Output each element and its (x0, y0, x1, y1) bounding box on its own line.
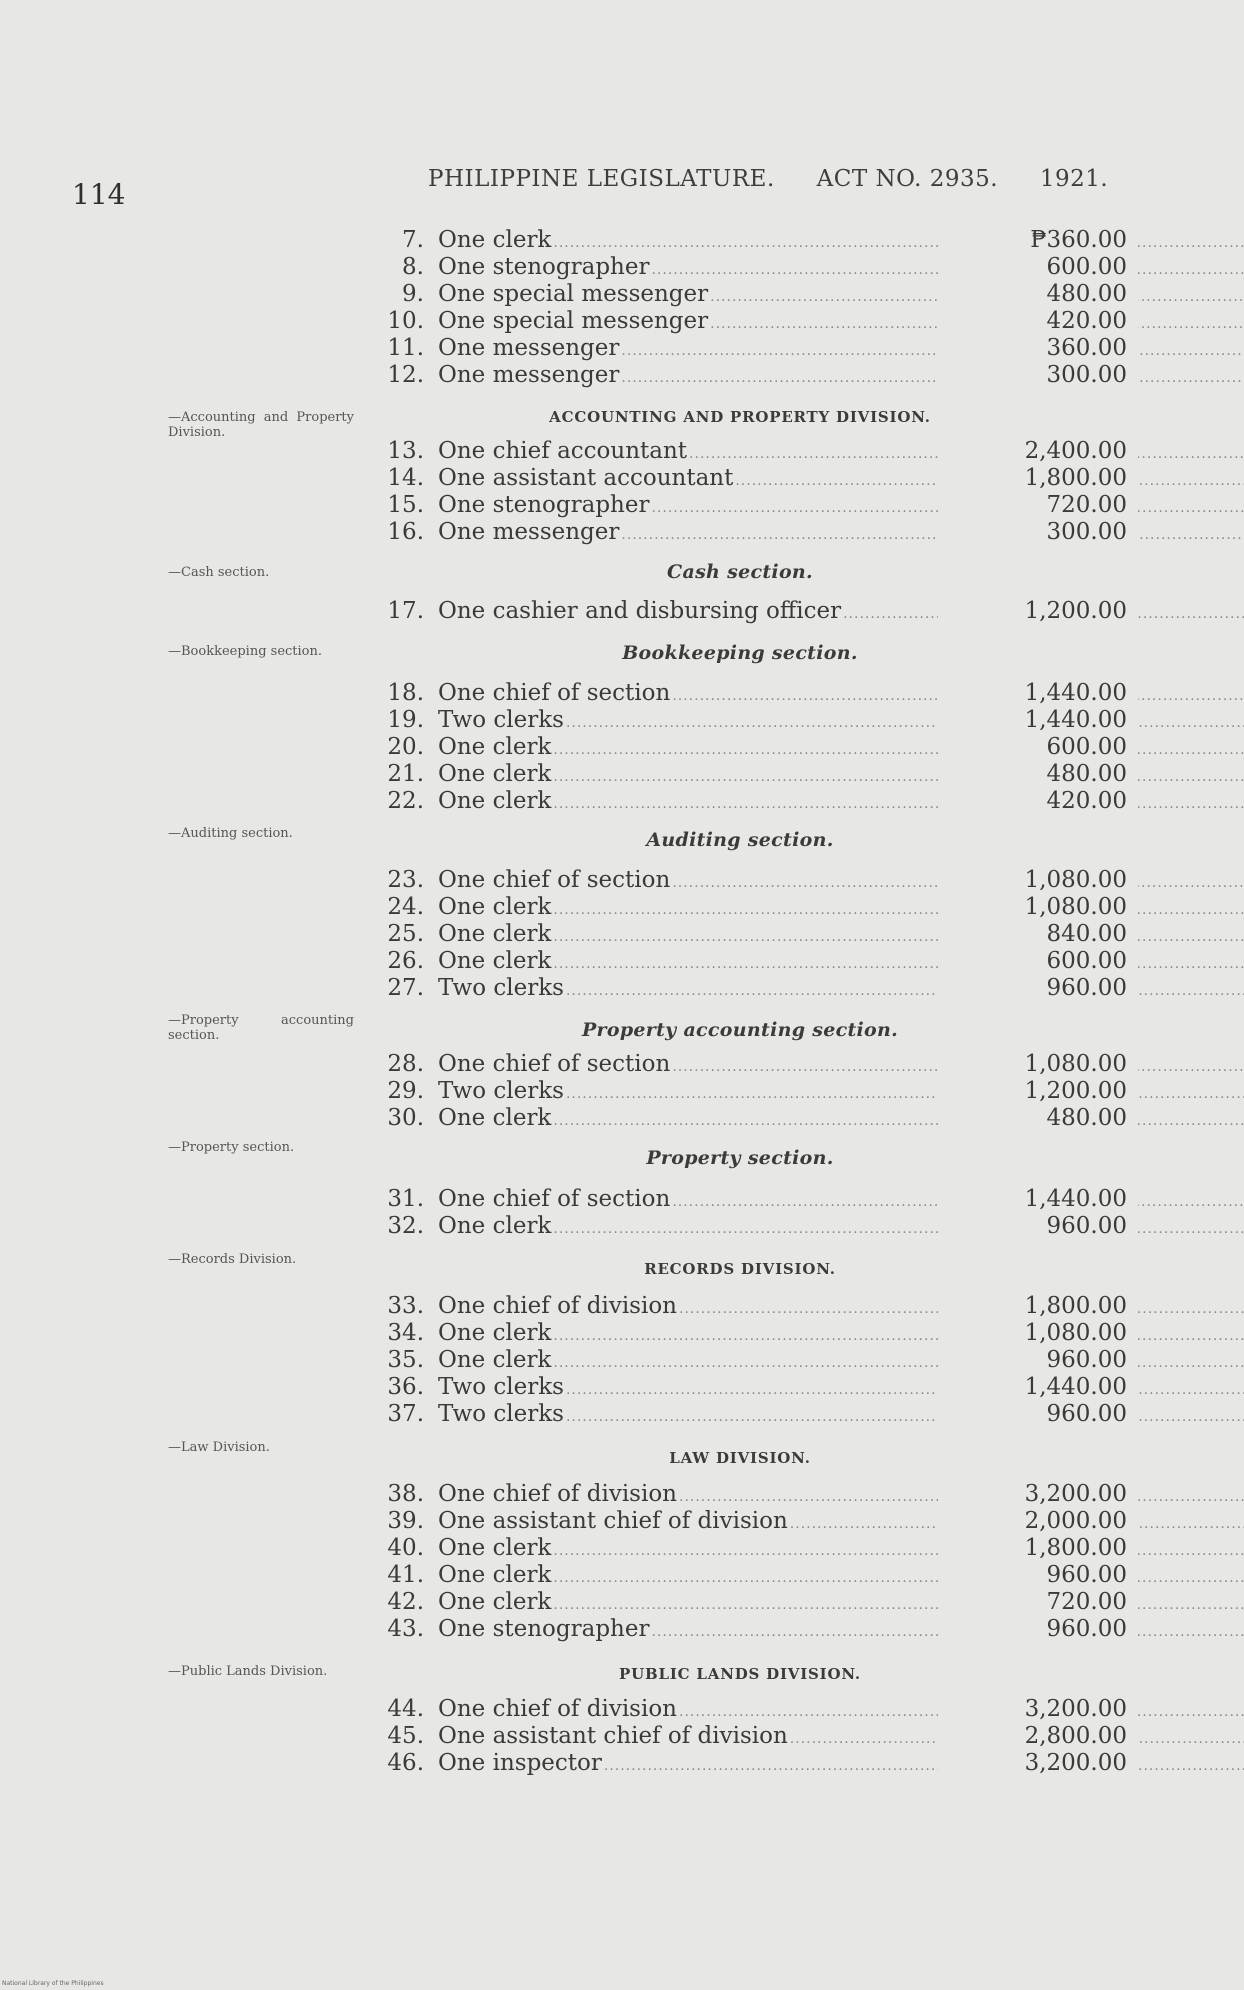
table-row (382, 491, 1127, 519)
table-row (382, 893, 1127, 921)
item-number: 37. (387, 1401, 424, 1427)
item-description: One clerk ..... (438, 947, 1244, 978)
item-amount: 960.00 (1046, 1562, 1127, 1588)
item-amount: 1,080.00 (1024, 1051, 1127, 1077)
item-number: 35. (387, 1347, 424, 1373)
item-amount: 2,800.00 (1024, 1723, 1127, 1749)
item-description: One clerk ..... (438, 1534, 1244, 1565)
item-amount: 1,080.00 (1024, 1320, 1127, 1346)
item-description: One messenger ..... (438, 334, 1244, 365)
item-description: One chief of section ..... (438, 1185, 1244, 1216)
page-number: 114 (72, 178, 126, 211)
item-description: Two clerks ..... (438, 706, 1244, 737)
item-amount: 1,200.00 (1024, 1078, 1127, 1104)
item-number: 45. (387, 1723, 424, 1749)
item-number: 46. (387, 1750, 424, 1776)
item-number: 9. (402, 281, 424, 307)
table-row (382, 1185, 1127, 1213)
item-number: 21. (387, 761, 424, 787)
heading-accounting-division: ACCOUNTING AND PROPERTY DIVISION. (549, 408, 931, 426)
table-row (382, 1050, 1127, 1078)
item-description: One clerk ..... (438, 1588, 1244, 1619)
table-row (382, 1749, 1127, 1777)
heading-property-accounting-section: Property accounting section. (581, 1019, 899, 1041)
table-row (382, 1292, 1127, 1320)
table-row (382, 464, 1127, 492)
item-amount: 960.00 (1046, 1616, 1127, 1642)
table-row (382, 787, 1127, 815)
table-row (382, 1561, 1127, 1589)
item-amount: 1,440.00 (1024, 1374, 1127, 1400)
table-row (382, 1346, 1127, 1374)
running-head (428, 166, 1109, 192)
item-amount: 1,080.00 (1024, 894, 1127, 920)
sidenote-public-lands: —Public Lands Division. (168, 1664, 328, 1679)
item-description: One clerk ..... (438, 1346, 1244, 1377)
table-row (382, 947, 1127, 975)
table-row (382, 1534, 1127, 1562)
item-number: 29. (387, 1078, 424, 1104)
item-amount: 1,800.00 (1024, 1535, 1127, 1561)
item-description: One clerk ..... (438, 733, 1244, 764)
table-row (382, 518, 1127, 546)
item-description: Two clerks ..... (438, 974, 1244, 1005)
item-number: 28. (387, 1051, 424, 1077)
table-row (382, 866, 1127, 894)
item-number: 27. (387, 975, 424, 1001)
item-number: 23. (387, 867, 424, 893)
item-amount: 1,440.00 (1024, 707, 1127, 733)
item-description: One clerk ..... (438, 893, 1244, 924)
item-number: 16. (387, 519, 424, 545)
table-row (382, 253, 1127, 281)
item-number: 39. (387, 1508, 424, 1534)
heading-auditing-section: Auditing section. (646, 829, 834, 851)
item-amount: 2,000.00 (1024, 1508, 1127, 1534)
footer-imprint: National Library of the Philippines (2, 1980, 104, 1987)
item-description: Two clerks ..... (438, 1400, 1244, 1431)
item-amount: 2,400.00 (1024, 438, 1127, 464)
table-row (382, 706, 1127, 734)
item-number: 19. (387, 707, 424, 733)
item-description: One clerk ..... (438, 1561, 1244, 1592)
item-description: Two clerks ..... (438, 1077, 1244, 1108)
table-row (382, 226, 1127, 254)
heading-law-division: LAW DIVISION. (669, 1449, 811, 1467)
item-amount: 720.00 (1046, 492, 1127, 518)
item-amount: 1,200.00 (1024, 598, 1127, 624)
table-row (382, 437, 1127, 465)
item-description: One cashier and disbursing officer ..... (438, 597, 1244, 628)
table-row (382, 597, 1127, 625)
item-amount: 1,800.00 (1024, 1293, 1127, 1319)
sidenote-accounting: —Accounting and Property Division. (168, 410, 354, 440)
item-description: One stenographer ..... (438, 1615, 1244, 1646)
item-number: 42. (387, 1589, 424, 1615)
item-description: One stenographer ..... (438, 253, 1244, 284)
item-description: Two clerks ..... (438, 1373, 1244, 1404)
item-description: One messenger ..... (438, 361, 1244, 392)
item-amount: 960.00 (1046, 1347, 1127, 1373)
table-row (382, 1588, 1127, 1616)
item-number: 8. (402, 254, 424, 280)
item-number: 26. (387, 948, 424, 974)
item-description: One chief of division ..... (438, 1695, 1244, 1726)
item-number: 15. (387, 492, 424, 518)
table-row (382, 733, 1127, 761)
item-amount: 1,080.00 (1024, 867, 1127, 893)
heading-public-lands-division: PUBLIC LANDS DIVISION. (619, 1665, 861, 1683)
item-amount: 3,200.00 (1024, 1481, 1127, 1507)
item-amount: 960.00 (1046, 1213, 1127, 1239)
running-head-act: ACT NO. 2935. (816, 166, 999, 192)
item-amount: 600.00 (1046, 254, 1127, 280)
heading-records-division: RECORDS DIVISION. (644, 1260, 836, 1278)
item-description: One chief of division ..... (438, 1480, 1244, 1511)
item-number: 13. (387, 438, 424, 464)
item-description: One chief accountant ..... (438, 437, 1244, 468)
table-row (382, 1104, 1127, 1132)
item-number: 7. (402, 227, 424, 253)
item-number: 11. (387, 335, 424, 361)
item-description: One clerk ..... (438, 787, 1244, 818)
item-amount: 960.00 (1046, 1401, 1127, 1427)
item-number: 31. (387, 1186, 424, 1212)
table-row (382, 1212, 1127, 1240)
table-row (382, 1615, 1127, 1643)
table-row (382, 1077, 1127, 1105)
table-row (382, 920, 1127, 948)
item-description: One clerk ..... (438, 226, 1244, 257)
item-number: 14. (387, 465, 424, 491)
heading-bookkeeping-section: Bookkeeping section. (622, 642, 858, 664)
item-amount: 960.00 (1046, 975, 1127, 1001)
running-head-year: 1921. (1039, 166, 1109, 192)
table-row (382, 280, 1127, 308)
heading-property-section: Property section. (646, 1147, 834, 1169)
table-row (382, 974, 1127, 1002)
item-number: 30. (387, 1105, 424, 1131)
item-description: One inspector ..... (438, 1749, 1244, 1780)
item-amount: 1,440.00 (1024, 1186, 1127, 1212)
item-amount: 420.00 (1046, 308, 1127, 334)
table-row (382, 334, 1127, 362)
item-description: One chief of section ..... (438, 679, 1244, 710)
item-description: One messenger ..... (438, 518, 1244, 549)
item-description: One clerk ..... (438, 920, 1244, 951)
item-description: One assistant chief of division ..... (438, 1507, 1244, 1538)
item-amount: 300.00 (1046, 362, 1127, 388)
heading-cash-section: Cash section. (667, 561, 813, 583)
item-amount: 840.00 (1046, 921, 1127, 947)
table-row (382, 307, 1127, 335)
item-description: One chief of section ..... (438, 866, 1244, 897)
item-description: One clerk ..... (438, 1212, 1244, 1243)
item-number: 41. (387, 1562, 424, 1588)
table-row (382, 361, 1127, 389)
item-description: One assistant chief of division ..... (438, 1722, 1244, 1753)
table-row (382, 1695, 1127, 1723)
sidenote-law: —Law Division. (168, 1440, 270, 1455)
item-amount: 1,440.00 (1024, 680, 1127, 706)
item-description: One stenographer ..... (438, 491, 1244, 522)
item-amount: 480.00 (1046, 1105, 1127, 1131)
table-row (382, 1507, 1127, 1535)
table-row (382, 1319, 1127, 1347)
item-description: One clerk ..... (438, 1319, 1244, 1350)
item-amount: 300.00 (1046, 519, 1127, 545)
table-row (382, 1373, 1127, 1401)
item-number: 44. (387, 1696, 424, 1722)
item-number: 25. (387, 921, 424, 947)
table-row (382, 1400, 1127, 1428)
item-amount: ₱360.00 (1030, 227, 1127, 253)
item-number: 20. (387, 734, 424, 760)
item-description: One chief of division ..... (438, 1292, 1244, 1323)
item-amount: 720.00 (1046, 1589, 1127, 1615)
item-number: 38. (387, 1481, 424, 1507)
table-row (382, 1480, 1127, 1508)
table-row (382, 1722, 1127, 1750)
item-amount: 360.00 (1046, 335, 1127, 361)
item-number: 10. (387, 308, 424, 334)
item-number: 12. (387, 362, 424, 388)
item-amount: 3,200.00 (1024, 1696, 1127, 1722)
item-number: 24. (387, 894, 424, 920)
item-number: 17. (387, 598, 424, 624)
item-description: One chief of section ..... (438, 1050, 1244, 1081)
table-row (382, 760, 1127, 788)
sidenote-auditing: —Auditing section. (168, 826, 293, 841)
item-description: One clerk ..... (438, 760, 1244, 791)
table-row (382, 679, 1127, 707)
item-amount: 480.00 (1046, 761, 1127, 787)
item-amount: 600.00 (1046, 734, 1127, 760)
item-amount: 1,800.00 (1024, 465, 1127, 491)
item-number: 22. (387, 788, 424, 814)
running-head-title: PHILIPPINE LEGISLATURE. (428, 166, 775, 192)
item-description: One clerk ..... (438, 1104, 1244, 1135)
sidenote-records: —Records Division. (168, 1252, 297, 1267)
sidenote-bookkeeping: —Bookkeeping section. (168, 644, 323, 659)
item-number: 18. (387, 680, 424, 706)
item-number: 36. (387, 1374, 424, 1400)
item-description: One special messenger ..... (438, 307, 1244, 338)
item-amount: 420.00 (1046, 788, 1127, 814)
sidenote-cash: —Cash section. (168, 565, 270, 580)
item-amount: 480.00 (1046, 281, 1127, 307)
sidenote-property-accounting: —Property accounting section. (168, 1013, 354, 1043)
item-number: 34. (387, 1320, 424, 1346)
sidenote-property: —Property section. (168, 1140, 295, 1155)
item-amount: 600.00 (1046, 948, 1127, 974)
item-number: 40. (387, 1535, 424, 1561)
item-amount: 3,200.00 (1024, 1750, 1127, 1776)
item-description: One special messenger ..... (438, 280, 1244, 311)
item-number: 33. (387, 1293, 424, 1319)
item-number: 43. (387, 1616, 424, 1642)
item-description: One assistant accountant ..... (438, 464, 1244, 495)
item-number: 32. (387, 1213, 424, 1239)
